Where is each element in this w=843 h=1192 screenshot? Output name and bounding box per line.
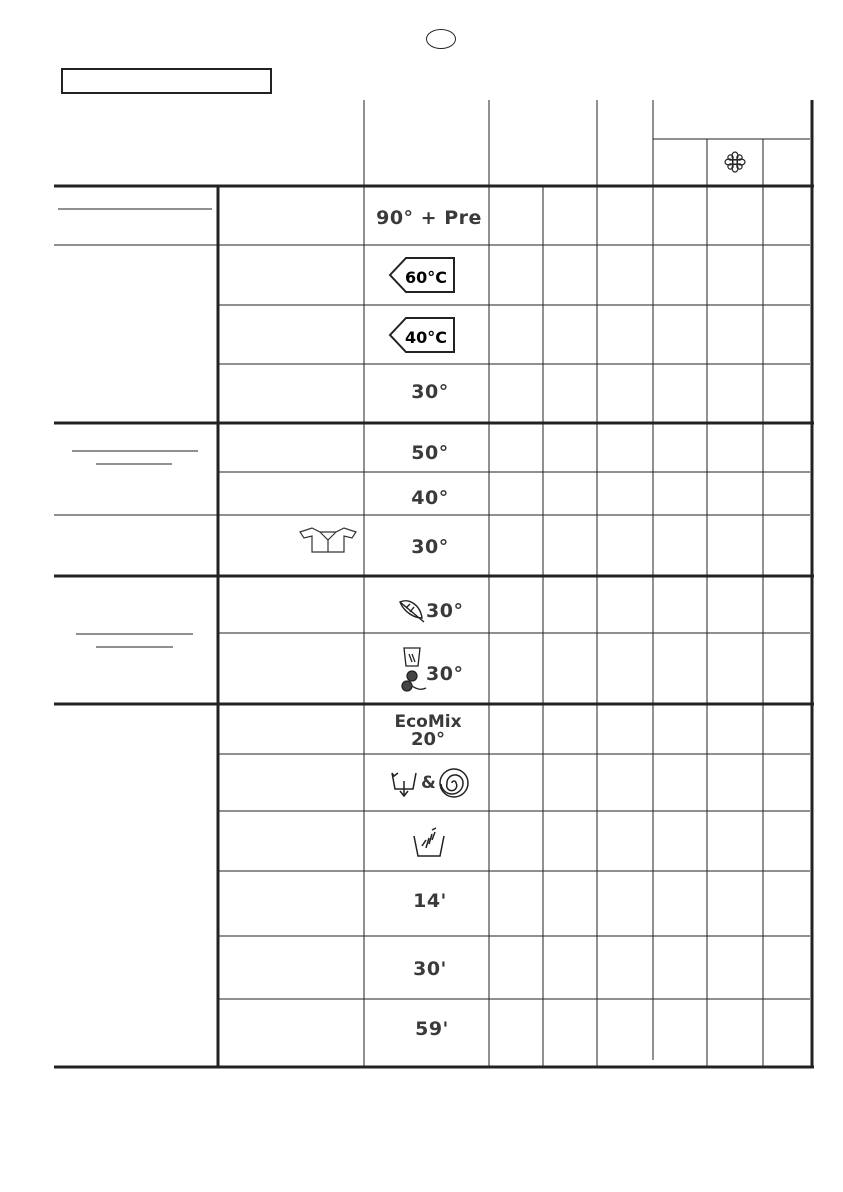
program-temperature: 40° bbox=[411, 487, 449, 509]
spin-icon bbox=[438, 767, 470, 799]
program-temperature: 40°C bbox=[405, 328, 448, 347]
shirt-icon bbox=[298, 526, 358, 554]
program-temperature: 30° bbox=[426, 663, 464, 685]
hand-wash-wool-icon bbox=[398, 646, 428, 698]
program-temperature: 20° bbox=[410, 729, 446, 750]
program-duration: 30' bbox=[413, 958, 447, 980]
program-temperature: 90° + Pre bbox=[376, 207, 482, 229]
program-temperature: 50° bbox=[411, 442, 449, 464]
program-duration: 59' bbox=[415, 1018, 449, 1040]
feather-icon bbox=[396, 596, 426, 624]
program-temperature: 30° bbox=[411, 536, 449, 558]
and-symbol: & bbox=[421, 773, 436, 793]
program-name: EcoMix bbox=[394, 712, 462, 732]
drain-icon bbox=[390, 767, 418, 799]
program-temperature: 30° bbox=[411, 381, 449, 403]
program-temperature: 60°C bbox=[405, 268, 448, 287]
rinse-icon bbox=[412, 826, 446, 858]
temperature-tag-60 bbox=[388, 256, 456, 294]
program-temperature: 30° bbox=[426, 600, 464, 622]
temperature-tag-40 bbox=[388, 316, 456, 354]
ecomix-label bbox=[370, 713, 486, 749]
program-duration: 14' bbox=[413, 890, 447, 912]
flower-icon bbox=[724, 151, 746, 173]
